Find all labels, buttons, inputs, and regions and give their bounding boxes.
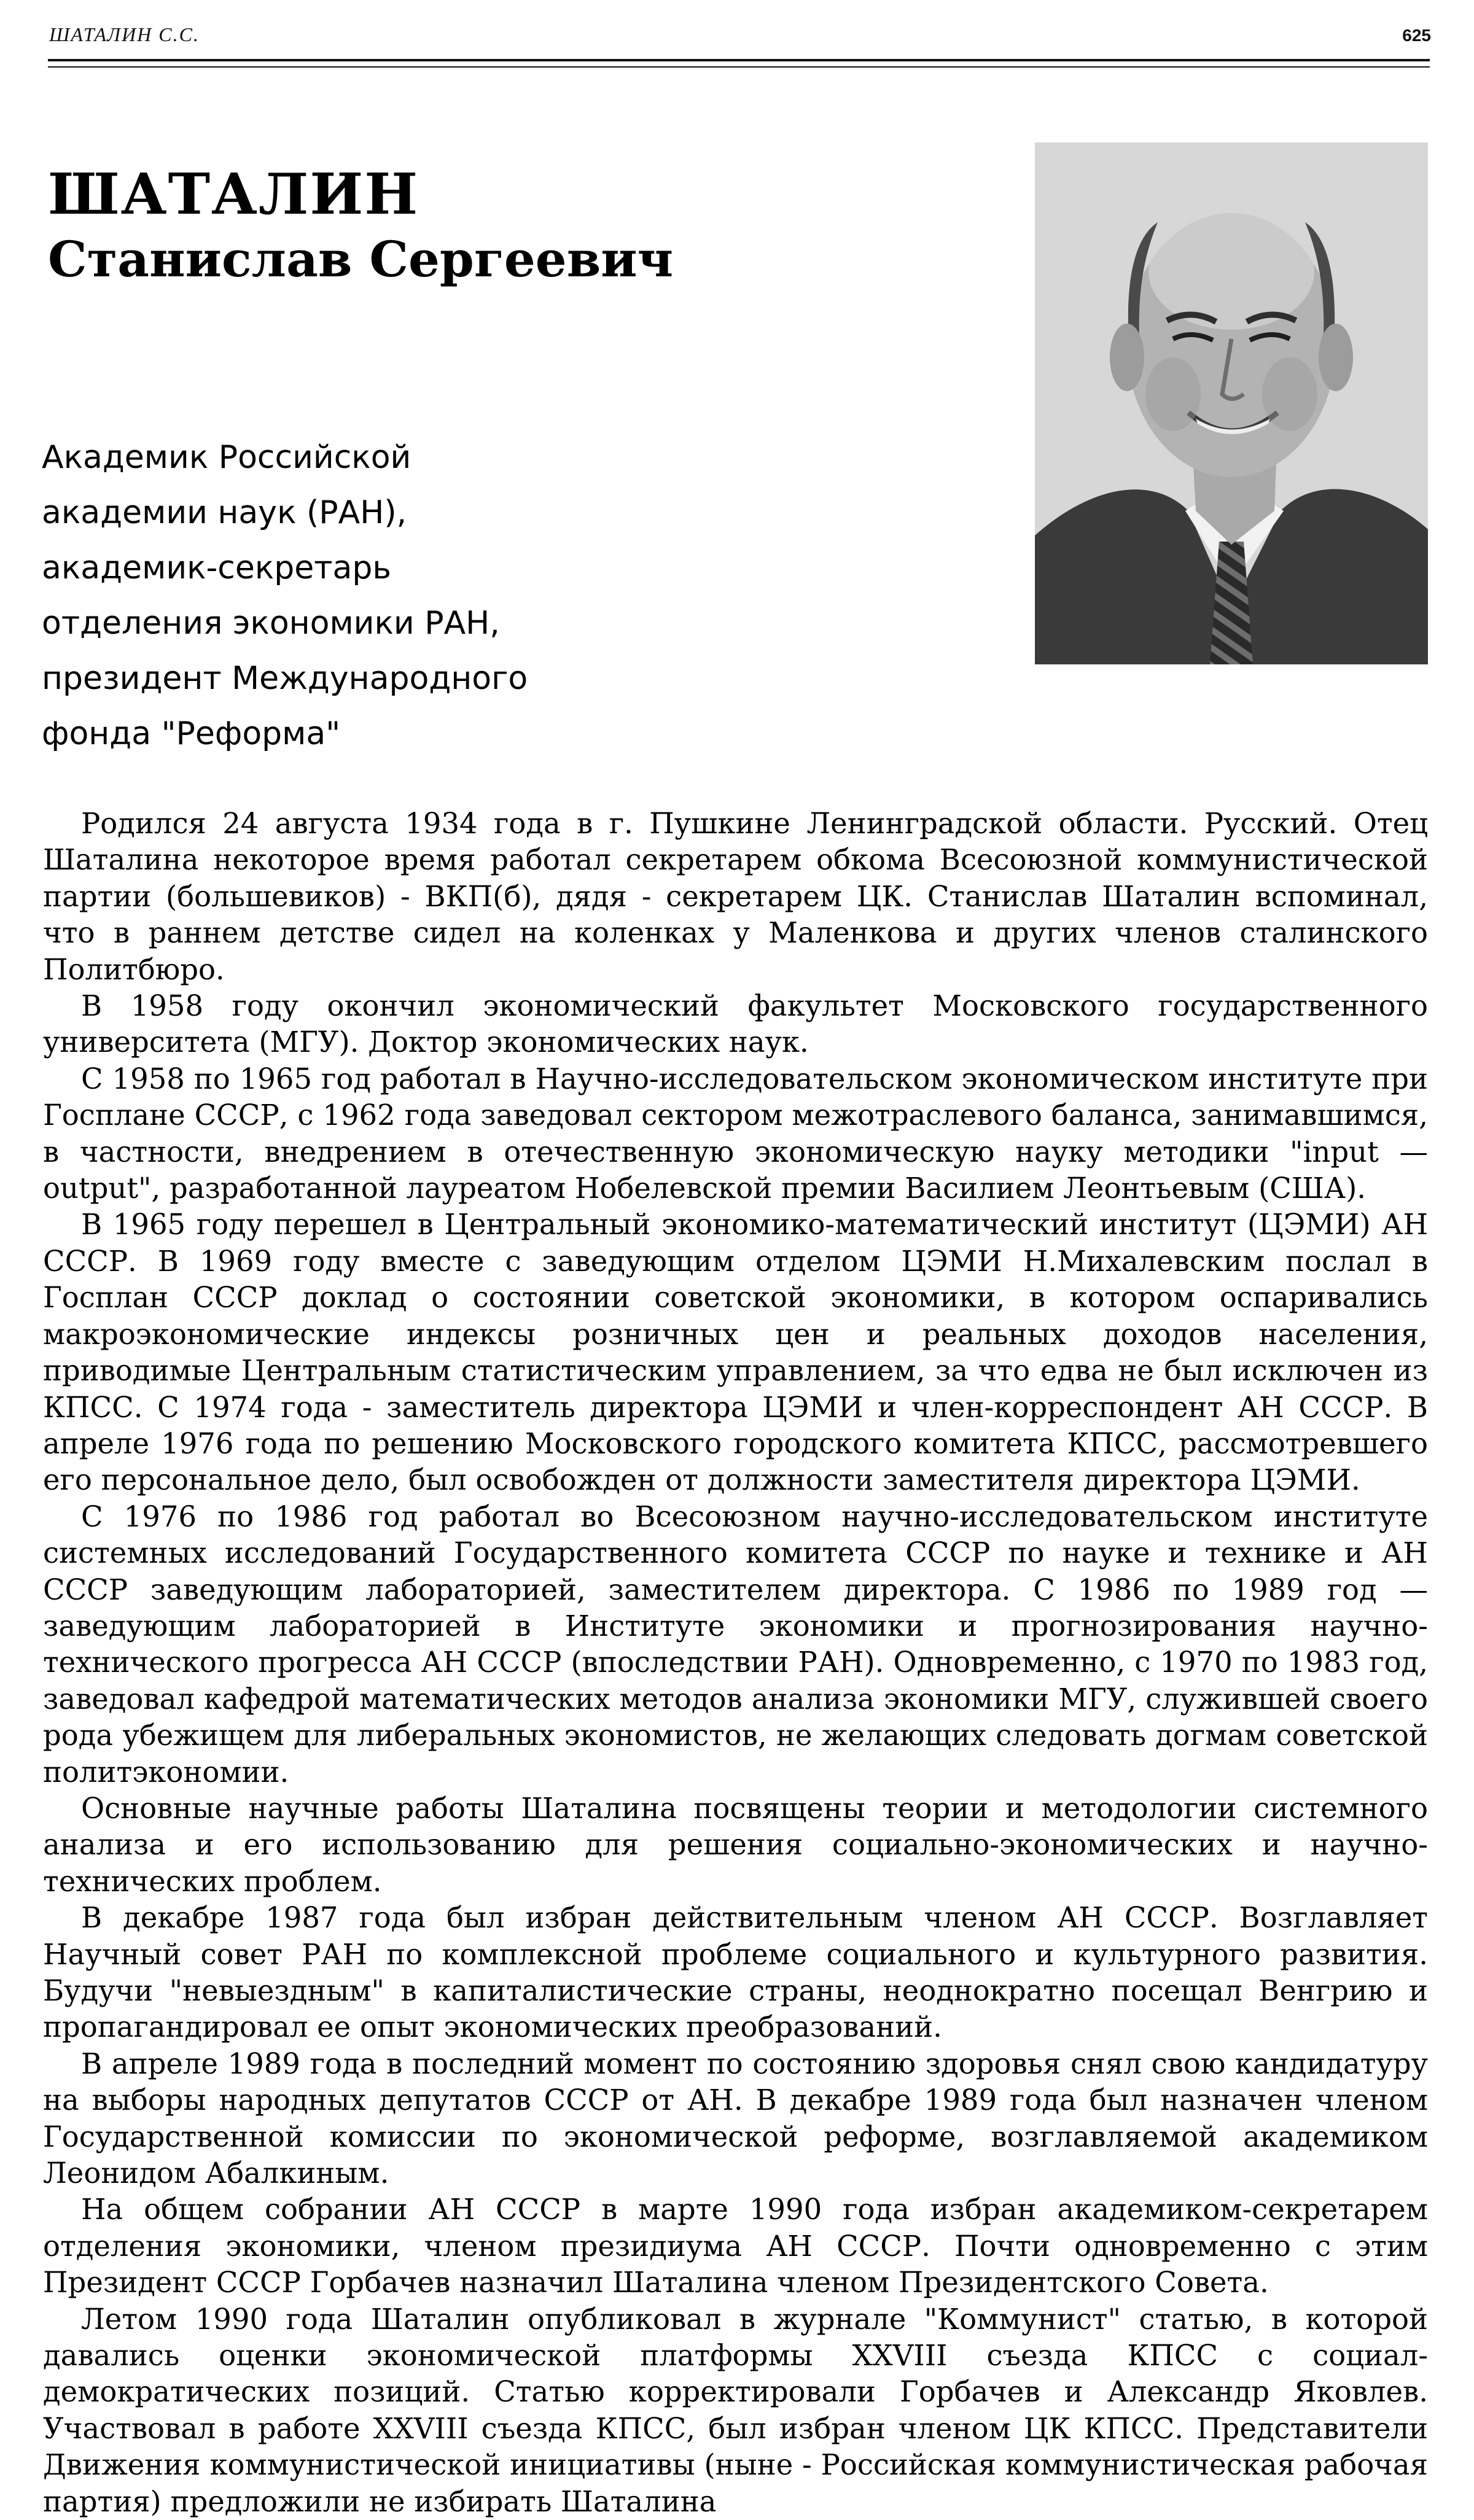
paragraph: Основные научные работы Шаталина посвящены теории и методологии системного анализа и его использованию для решения социально-экономических и научно-технических проблем. [43, 1791, 1428, 1898]
header-rule-thick [48, 59, 1430, 61]
given-names-heading: Станислав Сергеевич [48, 230, 674, 288]
paragraph: С 1958 по 1965 год работал в Научно-исследовательском экономическом институте при Госплане СССР, с 1962 года заведовал сектором межотраслевого баланса, занимавшимся, в частности, внедрением в отечественную экономическую науку методики "input — output", разработанной лауреатом Нобелевской премии Василием Леонтьевым (США). [43, 1062, 1428, 1205]
surname-heading: ШАТАЛИН [48, 161, 419, 227]
paragraph: С 1976 по 1986 год работал во Всесоюзном научно-исследовательском институте системных исследований Государственного комитета СССР по науке и технике и АН СССР заведующим лабораторией, заместителем директора. С 1986 по 1989 год — заведующим лабораторией в Институте экономики и прогнозирования научно-технического прогресса АН СССР (впоследствии РАН). Одновременно, с 1970 по 1983 год, заведовал кафедрой математических методов анализа экономики МГУ, служившей своего рода убежищем для либеральных экономистов, не желающих следовать догмам советской политэкономии. [43, 1499, 1428, 1789]
position-line: академик-секретарь [42, 550, 392, 586]
paragraph: Летом 1990 года Шаталин опубликовал в журнале "Коммунист" статью, в которой давались оценки экономической платформы XXVIII съезда КПСС с социал-демократических позиций. Статью корректировали Горбачев и Александр Яковлев. Участвовал в работе XXVIII съезда КПСС, был избран членом ЦК КПСС. Представители Движения коммунистической инициативы (ныне - Российская коммунистическая рабочая партия) предложили не избирать Шаталина [43, 2302, 1428, 2518]
paragraph: В декабре 1987 года был избран действительным членом АН СССР. Возглавляет Научный совет РАН по комплексной проблеме социального и культурного развития. Будучи "невыездным" в капиталистические страны, неоднократно посещал Венгрию и пропагандировал ее опыт экономических преобразований. [43, 1901, 1428, 2044]
position-line: фонда "Реформа" [42, 715, 341, 752]
position-block [42, 430, 656, 761]
page-number: 625 [1402, 26, 1431, 45]
position-line: академии наук (РАН), [42, 494, 407, 531]
position-line: Академик Российской [42, 439, 411, 476]
running-head: ШАТАЛИН С.С. [49, 23, 200, 45]
paragraph: Родился 24 августа 1934 года в г. Пушкине Ленинградской области. Русский. Отец Шаталина некоторое время работал секретарем обкома Всесоюзной коммунистической партии (большевиков) - ВКП(б), дядя - секретарем ЦК. Станислав Шаталин вспоминал, что в раннем детстве сидел на коленках у Маленкова и других членов сталинского Политбюро. [43, 807, 1428, 986]
paragraph: На общем собрании АН СССР в марте 1990 года избран академиком-секретарем отделения экономики, членом президиума АН СССР. Почти одновременно с этим Президент СССР Горбачев назначил Шаталина членом Президентского Совета. [43, 2193, 1428, 2300]
position-line: президент Международного [42, 660, 528, 697]
header-rule-thin [48, 66, 1430, 68]
paragraph: В 1958 году окончил экономический факультет Московского государственного университета (МГУ). Доктор экономических наук. [43, 989, 1428, 1059]
paragraph: В апреле 1989 года в последний момент по состоянию здоровья снял свою кандидатуру на выборы народных депутатов СССР от АН. В декабре 1989 года был назначен членом Государственной комиссии по экономической реформе, возглавляемой академиком Леонидом Абалкиным. [43, 2047, 1428, 2190]
position-line: отделения экономики РАН, [42, 605, 500, 642]
article-body [43, 806, 1428, 2520]
paragraph: В 1965 году перешел в Центральный экономико-математический институт (ЦЭМИ) АН СССР. В 1969 году вместе с заведующим отделом ЦЭМИ Н.Михалевским послал в Госплан СССР доклад о состоянии советской экономики, в котором оспаривались макроэкономические индексы розничных цен и реальных доходов населения, приводимые Центральным статистическим управлением, за что едва не был исключен из КПСС. С 1974 года - заместитель директора ЦЭМИ и член-корреспондент АН СССР. В апреле 1976 года по решению Московского городского комитета КПСС, рассмотревшего его персональное дело, был освобожден от должности заместителя директора ЦЭМИ. [43, 1208, 1428, 1497]
portrait-photo [1035, 142, 1428, 664]
